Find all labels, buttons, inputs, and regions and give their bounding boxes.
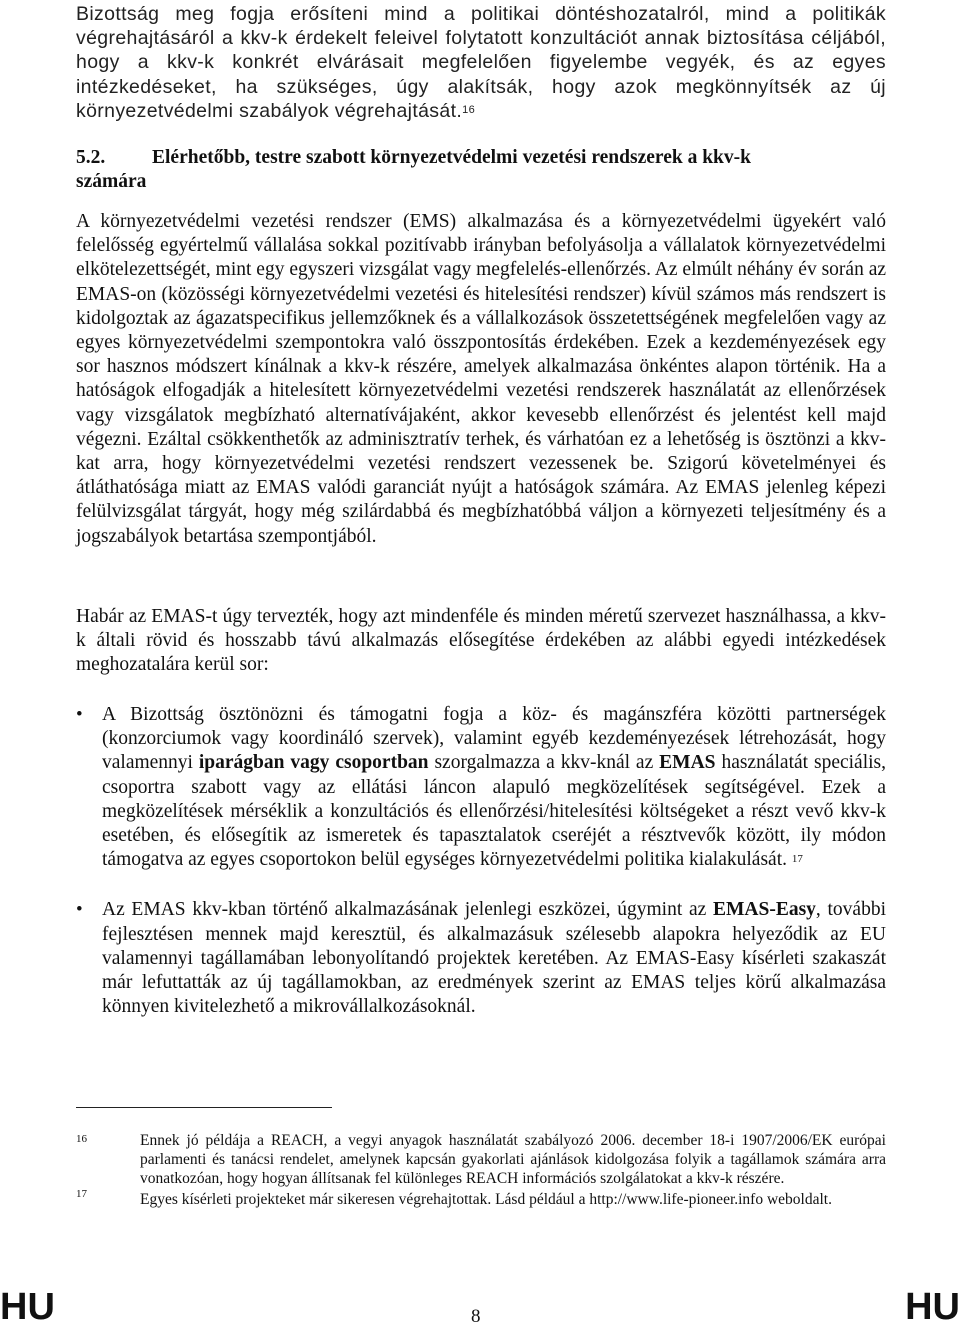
section-heading bbox=[76, 146, 886, 194]
footer-language-right: HU bbox=[905, 1286, 960, 1328]
footnote-number: 17 bbox=[76, 1188, 87, 1200]
footnote-ref-17[interactable]: 17 bbox=[791, 853, 803, 866]
measures-list bbox=[76, 703, 886, 1019]
intro-paragraph bbox=[76, 2, 886, 123]
footer-language-left: HU bbox=[0, 1286, 55, 1328]
footnotes bbox=[76, 1131, 886, 1209]
footnote-divider bbox=[76, 1107, 332, 1108]
footnote-16 bbox=[76, 1131, 886, 1188]
bullet-text: Az EMAS kkv-kban történő alkalmazásának jelenlegi eszközei, úgymint az bbox=[102, 899, 713, 921]
page-number: 8 bbox=[471, 1306, 481, 1327]
paragraph-habar: Habár az EMAS-t úgy tervezték, hogy azt mindenféle és minden méretű szervezet használhassa, a kkv-k általi rövid és hosszabb távú alkalmazás elősegítése érdekében az alábbi egyedi intézkedések meghozatalára kerül sor: bbox=[76, 606, 886, 676]
bullet-icon: • bbox=[76, 704, 83, 725]
bullet-icon: • bbox=[76, 899, 83, 921]
paragraph-ems: A környezetvédelmi vezetési rendszer (EMS) alkalmazása és a környezetvédelmi ügyekért való felelősség egyértelmű vállalása sokkal pozitívabb irányban befolyásolja a vállalatok környezetvédelmi elkötelezettségét, mint egy egyszeri vizsgálat vagy megfelelés-ellenőrzés. Az elmúlt néhány év során az EMAS-on (közösségi környezetvédelmi vezetési és hitelesítési rendszer) kívül számos más rendszert is kidolgoztak az ágazatspecifikus jellemzőknek és a vállalkozások összetettségének megfelelően vagy az egyes környezetvédelmi szempontokra való összpontosítás érdekében. Ezek a kezdeményezések egy sor hasznos módszert kínálnak a kkv-k részére, amelyek alkalmazása önkéntes alapon történik. Ha a hatóságok elfogadják a hitelesített környezetvédelmi vezetési rendszerek használatát az ellenőrzések vagy vizsgálatok megbízható alternatívájaként, akkor kevesebb ellenőrzést és jelentést kell majd végezni. Ezáltal csökkenthetők az adminisztratív terhek, és várhatóan ez a lehetőség is ösztönzi a kkv-kat arra, hogy környezetvédelmi vezetési rendszert vezessenek be. Szigorú követelményei és átláthatósága miatt az EMAS valódi garanciát nyújt a hatóságok számára. Az EMAS jelenleg képezi felülvizsgálat tárgyát, hogy még szilárdabbá és megbízhatóbbá váljon a környezeti teljesítmény és a jogszabályok betartása szempontjából. bbox=[76, 211, 887, 547]
bullet-text: A Bizottság ösztönözni és támogatni fogja a köz- és magánszféra közötti partnerségek (konzorciumok vagy koordináló szervek), valamint egyéb kezdeményezések létrehozását, hogy valamennyi bbox=[102, 704, 886, 774]
section-title-line1: Elérhetőbb, testre szabott környezetvédelmi vezetési rendszerek a kkv-k bbox=[152, 147, 751, 168]
section-number: 5.2. bbox=[76, 147, 106, 168]
footnote-number: 16 bbox=[76, 1133, 87, 1145]
section-title-line2: számára bbox=[76, 171, 147, 192]
intro-paragraph-text: Bizottság meg fogja erősíteni mind a politikai döntéshozatalról, mind a politikák végrehajtásáról a kkv-k érdekelt feleivel folytatott konzultációt annak biztosítása céljából, hogy a kkv-k konkrét elvárásait megfelelően figyelembe vegyék, és az egyes intézkedéseket, ha szükséges, úgy alakítsák, hogy azok megkönnyítsék az új környezetvédelmi szabályok végrehajtását. bbox=[76, 3, 886, 122]
bullet-bold-text: EMAS bbox=[659, 752, 716, 774]
footnote-text: Egyes kísérleti projekteket már sikeresen végrehajtottak. Lásd például a http://www.life-pioneer.info weboldalt. bbox=[140, 1191, 832, 1208]
bullet-text: használatát speciális, csoportra szabott vagy az ellátási láncon alapuló megközelítések segítségével. Ezek a megközelítések mérséklik a konzultációs és ellenőrzési/hitelesítési költségeket a részt vevő kkv-k esetében, és elősegítik az ismeretek és tapasztalatok cseréjét a résztvevők között, ily módon támogatva az egyes csoportokon belül egységes környezetvédelmi politika kialakulását. bbox=[102, 752, 886, 871]
bullet-bold-text: EMAS-Easy bbox=[712, 899, 816, 921]
footnote-17 bbox=[76, 1190, 886, 1209]
bullet-text: , további fejlesztésen mennek majd keresztül, és alkalmazásuk szélesebb alapokra helyeződik az EU valamennyi tagállamában lebonyolítandó projektek keretében. Az EMAS-Easy kísérleti szakaszát már lefuttatták az új tagállamokban, az eredmények szerint az EMAS teljes körű alkalmazása könnyen kivitelezhető a mikrovállalkozásoknál. bbox=[102, 899, 886, 1018]
footnote-ref-16[interactable]: 16 bbox=[462, 103, 476, 116]
footnote-text: Ennek jó példája a REACH, a vegyi anyagok használatát szabályozó 2006. december 18-i 1907/2006/EK európai parlamenti és tanácsi rendelet, amelynek kapcsán gyakorlati ajánlások kidolgozása folyik a tagállamok számára arra vonatkozóan, hogy hogyan állítsanak fel különleges REACH információs szolgálatokat a kkv-k részére. bbox=[140, 1132, 886, 1187]
list-item bbox=[76, 898, 886, 1019]
list-item bbox=[76, 703, 886, 872]
bullet-text: szorgalmazza a kkv-knál az bbox=[428, 752, 660, 774]
bullet-bold-text: iparágban vagy csoportban bbox=[198, 752, 429, 774]
